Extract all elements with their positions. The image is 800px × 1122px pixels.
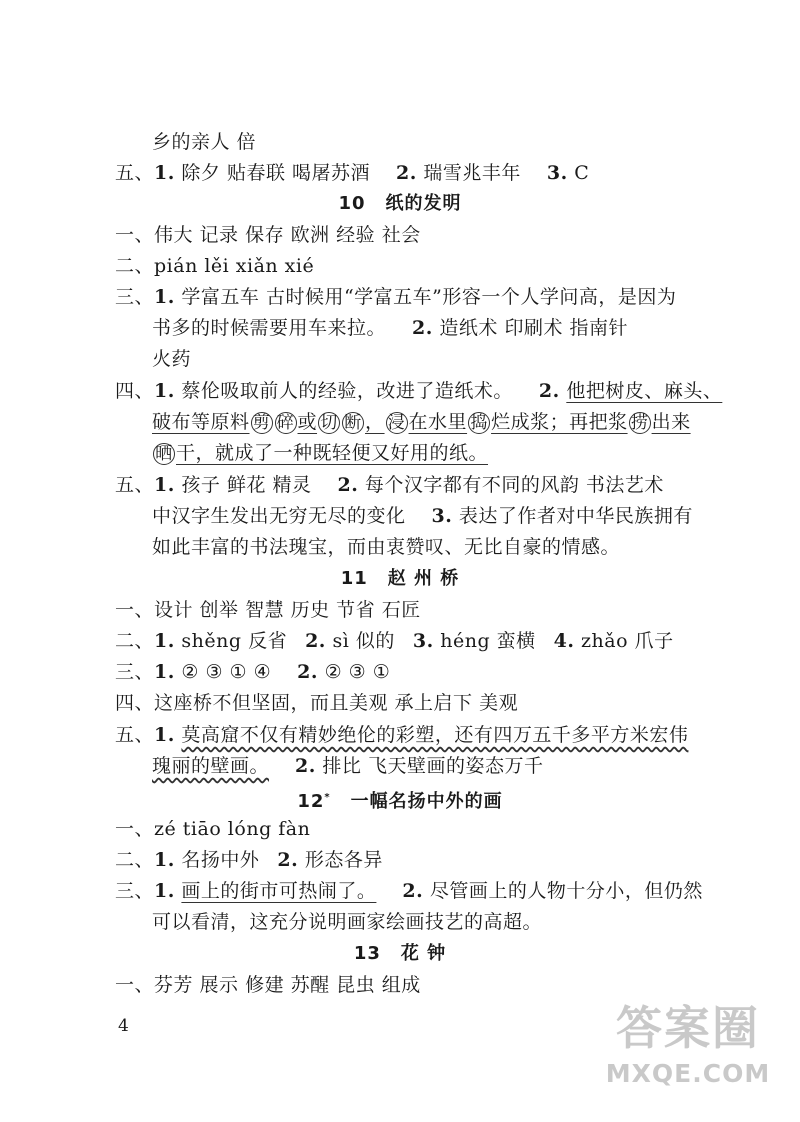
lesson-heading: 12* 一幅名扬中外的画	[297, 791, 503, 812]
answer-line: 三、1. ② ③ ① ④ 2. ② ③ ①	[115, 661, 391, 683]
answer-line: 瑰丽的壁画。 2. 排比 飞天壁画的姿态万千	[152, 755, 544, 777]
answer-line: 二、1. shěng 反省 2. sì 似的 3. héng 蛮横 4. zhǎo 爪子	[115, 630, 674, 652]
answer-line: 四、这座桥不但坚固，而且美观 承上启下 美观	[115, 692, 519, 714]
answer-line: 五、1. 莫高窟不仅有精妙绝伦的彩塑，还有四万五千多平方米宏伟	[115, 724, 689, 746]
answer-line: 书多的时候需要用车来拉。 2. 造纸术 印刷术 指南针	[152, 317, 628, 339]
watermark-url: MXQE.COM	[605, 1059, 771, 1088]
watermark-text: 答案圈	[616, 1001, 760, 1055]
circled-char: 晒	[153, 443, 175, 465]
circled-char: 碎	[275, 412, 297, 434]
answer-line: 二、pián lěi xiǎn xié	[115, 255, 315, 277]
watermark-logo	[598, 998, 778, 1108]
answer-line: 如此丰富的书法瑰宝，而由衷赞叹、无比自豪的情感。	[152, 536, 621, 558]
circled-char: 切	[318, 412, 340, 434]
lesson-heading: 13 花 钟	[353, 943, 447, 964]
answer-line: 可以看清，这充分说明画家绘画技艺的高超。	[152, 911, 543, 933]
answer-line: 二、1. 名扬中外 2. 形态各异	[115, 849, 383, 871]
answer-line: 五、1. 孩子 鲜花 精灵 2. 每个汉字都有不同的风韵 书法艺术	[115, 474, 664, 496]
answer-line: 一、芬芳 展示 修建 苏醒 昆虫 组成	[115, 974, 421, 996]
answer-line: 三、1. 画上的街市可热闹了。 2. 尽管画上的人物十分小，但仍然	[115, 880, 703, 902]
lesson-heading: 11 赵 州 桥	[340, 568, 460, 589]
answer-line: 破布等原料 剪 碎 或 切 断 ， 浸 在水里 捣 烂成浆；再把浆 捞 出来	[152, 411, 691, 433]
answer-line: 一、zé tiāo lóng fàn	[115, 818, 311, 840]
answer-line: 中汉字生发出无穷无尽的变化 3. 表达了作者对中华民族拥有	[152, 505, 693, 527]
circled-char: 浸	[386, 412, 408, 434]
answer-line: 一、伟大 记录 保存 欧洲 经验 社会	[115, 224, 421, 246]
page-number: 4	[118, 1016, 129, 1036]
circled-char: 捣	[468, 412, 490, 434]
answer-line: 三、1. 学富五车 古时候用“学富五车”形容一个人学问高，是因为	[115, 286, 677, 308]
answer-line: 五、1. 除夕 贴春联 喝屠苏酒 2. 瑞雪兆丰年 3. C	[115, 162, 590, 184]
circled-char: 断	[342, 412, 364, 434]
answer-line: 一、设计 创举 智慧 历史 节省 石匠	[115, 599, 421, 621]
answer-line: 火药	[152, 348, 192, 370]
answer-line: 四、1. 蔡伦吸取前人的经验，改进了造纸术。 2. 他把树皮、麻头、	[115, 380, 723, 402]
text-line: 乡的亲人 倍	[152, 131, 257, 153]
circled-char: 剪	[251, 412, 273, 434]
circled-char: 捞	[629, 412, 651, 434]
answer-line: 晒 干，就成了一种既轻便又好用的纸。	[152, 438, 740, 468]
lesson-heading: 10 纸的发明	[338, 193, 462, 214]
